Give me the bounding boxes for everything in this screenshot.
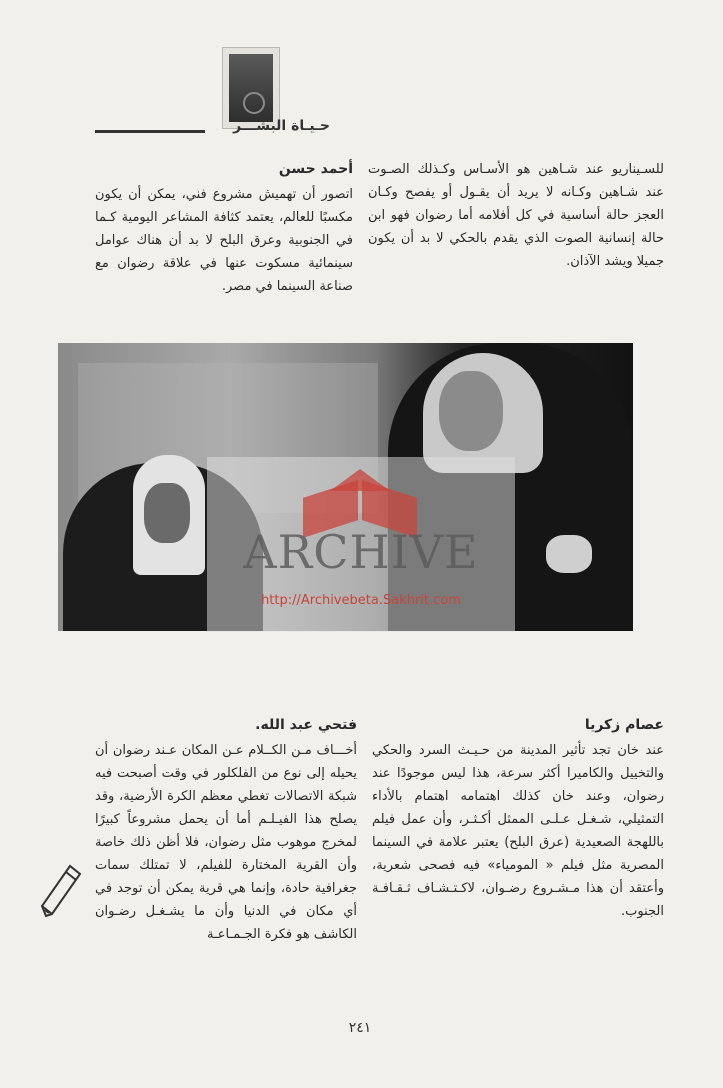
column-text: اتصور أن تهميش مشروع فني، يمكن أن يكون مكسبًا للعالم، يعتمد كثافة المشاعر اليومية كـما في الجنوبية وعرق البلح لا بد أن هناك عوامل سينمائية مسكوت عنها في علاقة رضوان مع صناعة السينما في مصر. [95, 187, 353, 294]
column-text: أخـــاف مـن الكــلام عـن المكان عـند رضوان أن يحيله إلى نوع من الفلكلور في وقت أصبحت فيه شبكة الاتصالات تغطي معظم الكرة الأرضية، وقد يصلح هذا الفيـلـم أما أن يحمل مشروعاً كبيرًا لمخرج موهوب مثل رضوان، فلا أظن ذلك خاصة وأن القرية المختارة للفيلم، لا تمتلك سمات جغرافية حادة، وإنما هي قرية يمكن أن توجد في أي مكان في الدنيا وأن ما يشـغـل رضـوان الكاشف هو فكرة الجـمـاعـة [95, 743, 357, 942]
column-top-right [368, 158, 664, 273]
column-text: للسـيناريو عند شـاهين هو الأسـاس وكـذلك الصـوت عند شـاهين وكـانه لا يريد أن يقـول أو يفصح وكـان العجز حالة أساسية في كل أفلامه أما رضوان فهو ابن حالة إنسانية الصوت الذي يقدم بالحكي لا بد أن يكون جميلا ويشد الآذان. [368, 162, 664, 269]
magazine-cover-icon [229, 54, 273, 122]
watermark-url: http://Archivebeta.Sakhrit.com [261, 593, 461, 608]
column-text: عند خان تجد تأثير المدينة من حـيـث السرد والحكي والتخييل والكاميرا أكثر سرعة، هذا ليس موجودًا عند رضوان، وعند خان كذلك اهتمامه اهتمام بالأداء التمثيلي، شـغـل عـلـى الممثل أكـثـر، وأن عمل فيلم باللهجة الصعيدية (عرق البلح) يعتبر علامة في السينما المصرية مثل فيلم « المومياء» فيه فصحى شعرية، وأعتقد أن هذا مـشـروع رضـوان، لاكـتـشـاف ثـقـافـة الجنوب. [372, 743, 664, 919]
photo-figure-left-face [144, 483, 190, 543]
header-divider [95, 130, 205, 133]
author-name: فتحي عبد الله. [255, 717, 357, 733]
photo-figure-right-hand [546, 535, 592, 573]
author-name: أحمد حسن [278, 161, 353, 177]
pen-icon [36, 858, 86, 922]
archive-book-icon [295, 469, 425, 529]
archive-watermark [207, 457, 515, 632]
page-number: ٢٤١ [348, 1020, 372, 1036]
cover-emblem [243, 92, 265, 114]
watermark-title: ARCHIVE [243, 525, 479, 579]
section-header [95, 118, 330, 138]
photo-figure-right-face [439, 371, 503, 451]
column-top-left [95, 158, 353, 298]
magazine-cover-thumbnail [222, 47, 280, 129]
section-title: حـيـاة البشـــر [233, 118, 330, 134]
column-bottom-left [95, 714, 357, 946]
author-name: عصام زكريا [584, 717, 664, 733]
column-bottom-right [372, 714, 664, 923]
